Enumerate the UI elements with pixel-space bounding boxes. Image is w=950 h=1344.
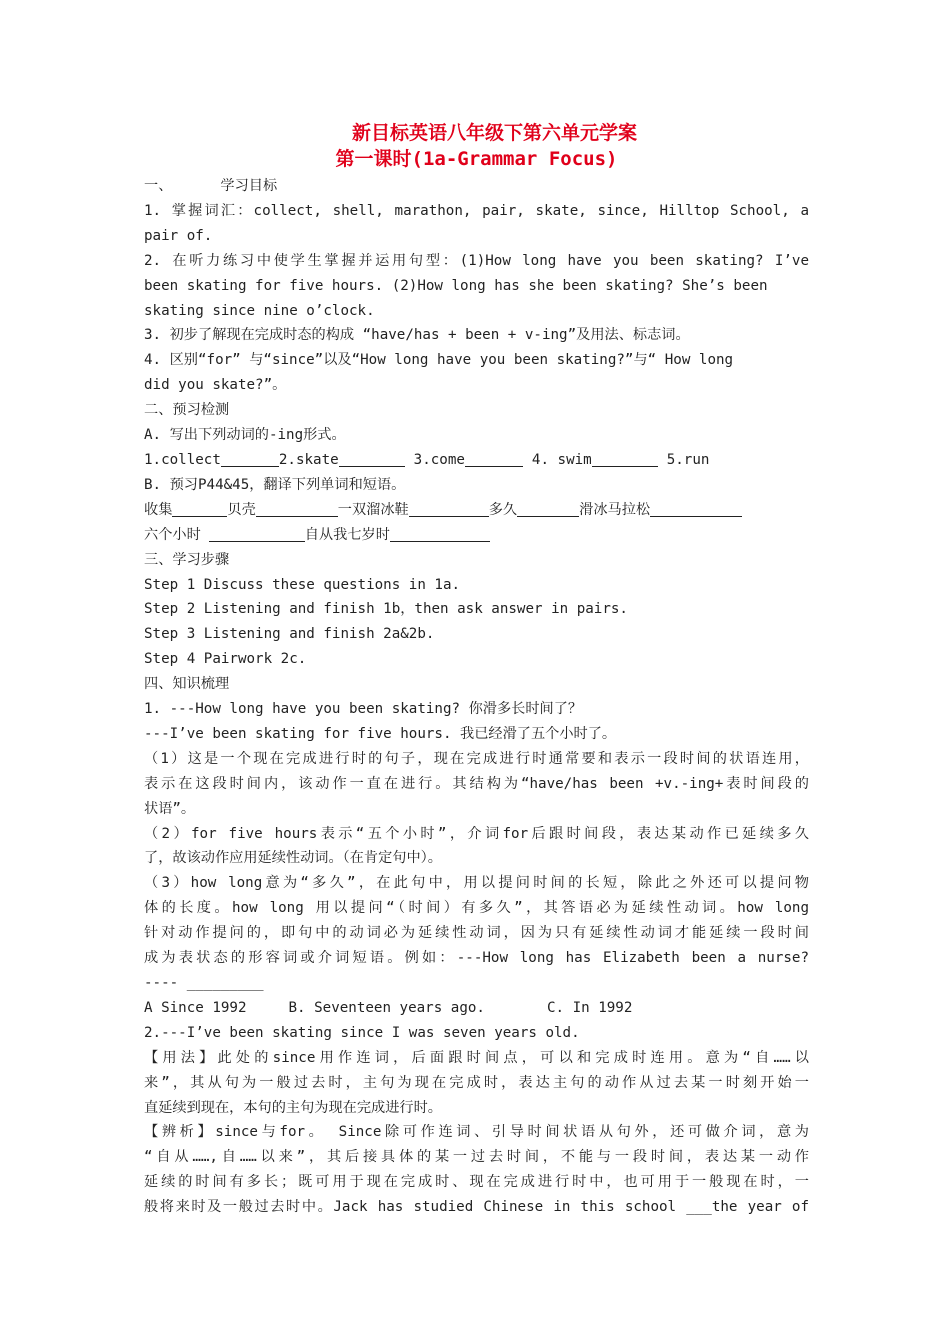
answer-blank[interactable] bbox=[592, 450, 658, 467]
section-number: 一、 bbox=[144, 178, 173, 194]
answer-options bbox=[144, 996, 809, 1021]
answer-blank[interactable] bbox=[221, 450, 279, 467]
exercise-a-items bbox=[144, 448, 809, 473]
exercise-item: 多久 bbox=[488, 501, 518, 518]
knowledge-line: 了，故该动作应用延续性动词。（在肯定句中）。 bbox=[144, 850, 442, 867]
knowledge-line: （1）这是一个现在完成进行时的句子，现在完成进行时通常要和表示一段时间的状语连用， bbox=[144, 750, 809, 767]
answer-blank[interactable] bbox=[650, 500, 742, 517]
exercise-item: 1.collect bbox=[144, 451, 221, 468]
answer-blank[interactable] bbox=[256, 500, 338, 517]
section-title: 学习目标 bbox=[220, 178, 278, 194]
knowledge-line: 体的长度。how long 用以提问“（时间）有多久”，其答语必为延续性动词。how long bbox=[144, 900, 809, 917]
analysis-line: “自从……,自……以来”，其后接具体的某一过去时间，不能与一段时间，表达某一动作 bbox=[144, 1149, 809, 1166]
exercise-item: 4. swim bbox=[531, 451, 592, 468]
section-heading-objectives bbox=[144, 174, 809, 199]
section-heading-steps: 三、学习步骤 bbox=[144, 551, 230, 568]
knowledge-line: 针对动作提问的，即句中的动词必为延续性动词，因为只有延续性动词才能延续一段时间 bbox=[144, 925, 809, 942]
answer-blank[interactable] bbox=[339, 450, 405, 467]
exercise-b-items-row2 bbox=[144, 523, 809, 548]
exercise-item: 2.skate bbox=[278, 451, 339, 468]
answer-blank[interactable] bbox=[409, 500, 489, 517]
answer-blank[interactable] bbox=[517, 500, 579, 517]
exercise-b-heading: B. 预习P44&45，翻译下列单词和短语。 bbox=[144, 476, 406, 493]
knowledge-line: ---I’ve been skating for five hours. 我已经滑了五个小时了。 bbox=[144, 725, 617, 742]
analysis-line: 般将来时及一般过去时中。Jack has studied Chinese in this school ___the year of bbox=[144, 1199, 809, 1216]
answer-blank[interactable] bbox=[172, 500, 227, 517]
section-heading-preview: 二、预习检测 bbox=[144, 402, 230, 419]
analysis-line: 延续的时间有多长；既可用于现在完成时、现在完成进行时中，也可用于一般现在时，一 bbox=[144, 1174, 809, 1191]
option-c[interactable]: C. In 1992 bbox=[546, 999, 633, 1016]
knowledge-line: 2.---I’ve been skating since I was seven years old. bbox=[144, 1024, 580, 1041]
page-title: 新目标英语八年级下第六单元学案 bbox=[351, 122, 637, 144]
objective-line: 4. 区别“for” 与“since”以及“How long have you been skating?”与“ How long bbox=[144, 352, 734, 369]
exercise-item: 自从我七岁时 bbox=[304, 526, 390, 543]
knowledge-line: （3）how long意为“多久”，在此句中，用以提问时间的长短，除此之外还可以提问物 bbox=[144, 875, 809, 892]
answer-blank[interactable] bbox=[209, 525, 305, 542]
option-b[interactable]: B. Seventeen years ago. bbox=[288, 999, 485, 1016]
answer-blank[interactable] bbox=[390, 525, 490, 542]
objective-line: did you skate?”。 bbox=[144, 377, 287, 394]
exercise-item: 贝壳 bbox=[227, 501, 256, 518]
exercise-b-items-row1 bbox=[144, 498, 809, 523]
knowledge-line: 1. ---How long have you been skating? 你滑多长时间了？ bbox=[144, 701, 583, 718]
exercise-item: 5.run bbox=[666, 451, 710, 468]
usage-line: 直延续到现在，本句的主句为现在完成进行时。 bbox=[144, 1099, 442, 1116]
worksheet-page bbox=[144, 120, 809, 1220]
knowledge-line: 表示在这段时间内，该动作一直在进行。其结构为“have/has been +v.-ing+表时间段的 bbox=[144, 775, 809, 792]
option-a[interactable]: A Since 1992 bbox=[144, 999, 247, 1016]
step-item: Step 4 Pairwork 2c. bbox=[144, 651, 307, 668]
knowledge-line: （2）for five hours表示“五个小时”，介词for后跟时间段，表达某动作已延续多久 bbox=[144, 825, 809, 842]
step-item: Step 3 Listening and finish 2a&2b. bbox=[144, 626, 435, 643]
exercise-a-heading: A. 写出下列动词的-ing形式。 bbox=[144, 427, 346, 444]
exercise-item: 滑冰马拉松 bbox=[579, 501, 651, 518]
objective-line: skating since nine o’clock. bbox=[144, 302, 375, 319]
analysis-line: 【辨析】since与for。 Since除可作连词、引导时间状语从句外，还可做介词，意为 bbox=[144, 1124, 809, 1141]
objective-line: 3. 初步了解现在完成时态的构成 “have/has + been + v-ing”及用法、标志词。 bbox=[144, 327, 690, 344]
exercise-item: 收集 bbox=[144, 501, 173, 518]
answer-blank[interactable] bbox=[465, 450, 523, 467]
objective-line: been skating for five hours. (2)How long has she been skating? She’s been bbox=[144, 277, 768, 294]
objective-line: 1. 掌握词汇：collect, shell, marathon, pair, skate, since, Hilltop School, a bbox=[144, 202, 809, 219]
usage-line: 来”，其从句为一般过去时，主句为现在完成时，表达主句的动作从过去某一时刻开始一 bbox=[144, 1074, 809, 1091]
section-heading-knowledge: 四、知识梳理 bbox=[144, 676, 230, 693]
exercise-item: 一双溜冰鞋 bbox=[337, 501, 409, 518]
knowledge-line: 成为表状态的形容词或介词短语。例如：---How long has Elizabeth been a nurse? bbox=[144, 950, 809, 967]
exercise-item: 3.come bbox=[413, 451, 465, 468]
usage-line: 【用法】此处的since用作连词，后面跟时间点，可以和完成时连用。意为“自……以 bbox=[144, 1049, 809, 1066]
worksheet-body bbox=[144, 174, 809, 1220]
objective-line: 2. 在听力练习中使学生掌握并运用句型：(1)How long have you been skating? I’ve bbox=[144, 252, 809, 269]
knowledge-line: 状语”。 bbox=[144, 800, 196, 817]
objective-line: pair of. bbox=[144, 227, 213, 244]
page-subtitle: 第一课时(1a-Grammar Focus) bbox=[335, 148, 618, 170]
exercise-item: 六个小时 bbox=[144, 526, 201, 543]
knowledge-answer-blank: ---- _________ bbox=[144, 975, 264, 991]
step-item: Step 2 Listening and finish 1b，then ask answer in pairs. bbox=[144, 601, 628, 618]
step-item: Step 1 Discuss these questions in 1a. bbox=[144, 576, 461, 593]
